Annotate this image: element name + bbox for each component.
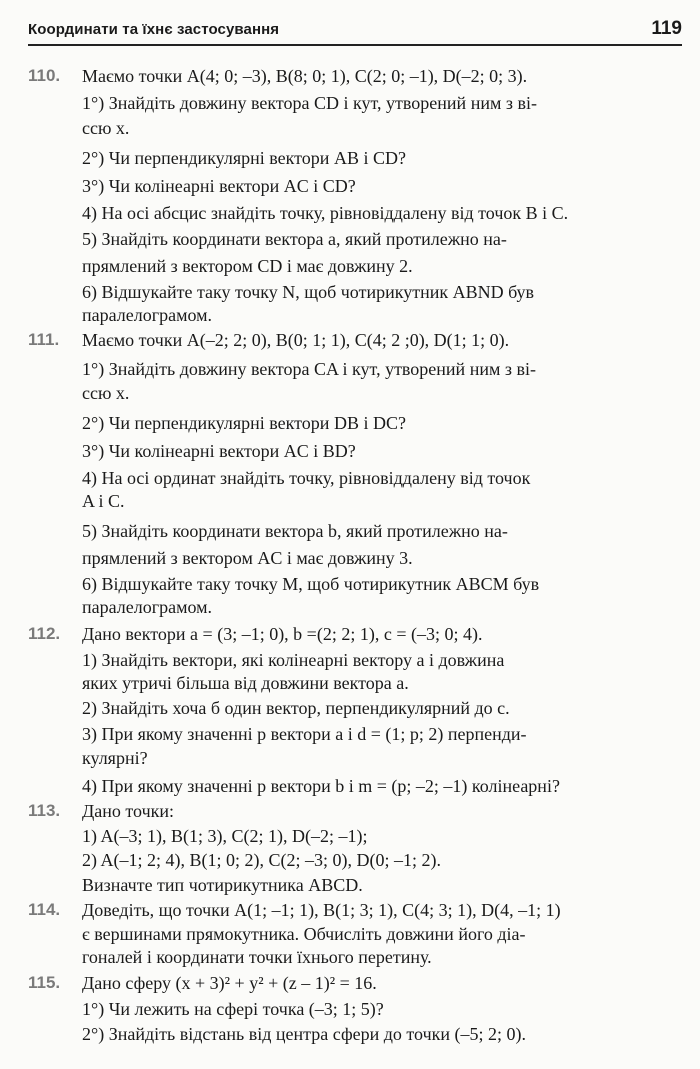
problem-112-line: 4) При якому значенні p вектори b і m = (p; –2; –1) колінеарні? — [82, 776, 560, 796]
problem-112-line: 2) Знайдіть хоча б один вектор, перпендикулярний до c. — [82, 698, 510, 718]
problem-114-line: є вершинами прямокутника. Обчисліть довжини його діа- — [82, 924, 526, 944]
problem-113-line: Визначте тип чотирикутника ABCD. — [82, 875, 363, 895]
problem-110-number: 110. — [28, 66, 61, 85]
problem-110-line: прямлений з вектором CD і має довжину 2. — [82, 256, 413, 276]
problem-112-line: яких утричі більша від довжини вектора a. — [82, 673, 409, 693]
problem-110-line: 2°) Чи перпендикулярні вектори AB і CD? — [82, 148, 406, 168]
problem-110-line: 5) Знайдіть координати вектора a, який протилежно на- — [82, 229, 507, 249]
problem-114-line: Доведіть, що точки A(1; –1; 1), B(1; 3; 1), C(4; 3; 1), D(4, –1; 1) — [82, 900, 561, 920]
problem-111-line: 4) На осі ординат знайдіть точку, рівновіддалену від точок — [82, 468, 531, 488]
problem-113-line: 2) A(–1; 2; 4), B(1; 0; 2), C(2; –3; 0), D(0; –1; 2). — [82, 850, 441, 870]
problem-111-line: 3°) Чи колінеарні вектори AC і BD? — [82, 441, 356, 461]
problem-111-line: 5) Знайдіть координати вектора b, який протилежно на- — [82, 521, 508, 541]
running-title: Координати та їхнє застосування — [28, 21, 280, 38]
problem-112-line: 3) При якому значенні p вектори a і d = (1; p; 2) перпенди- — [82, 724, 527, 744]
problem-110-line: 4) На осі абсцис знайдіть точку, рівновіддалену від точок B і C. — [82, 203, 569, 223]
problem-115-number: 115. — [28, 973, 61, 992]
problem-110-line: 1°) Знайдіть довжину вектора CD і кут, утворений ним з ві- — [82, 93, 537, 113]
problem-115-line: 1°) Чи лежить на сфері точка (–3; 1; 5)? — [82, 999, 384, 1019]
problem-110-line: Маємо точки A(4; 0; –3), B(8; 0; 1), C(2; 0; –1), D(–2; 0; 3). — [82, 66, 528, 86]
problem-111-line: 6) Відшукайте таку точку M, щоб чотирикутник ABCM був — [82, 574, 540, 594]
page-number: 119 — [651, 18, 682, 39]
problem-113-line: Дано точки: — [82, 801, 174, 821]
problem-113-line: 1) A(–3; 1), B(1; 3), C(2; 1), D(–2; –1); — [82, 826, 368, 846]
page-header — [28, 18, 682, 46]
problem-112-line: кулярні? — [82, 748, 148, 768]
problem-111-line: A і C. — [82, 491, 125, 511]
problem-113-number: 113. — [28, 801, 61, 820]
problem-110-line: паралелограмом. — [82, 305, 213, 325]
problem-115-line: 2°) Знайдіть відстань від центра сфери до точки (–5; 2; 0). — [82, 1024, 526, 1044]
problem-110-line: 3°) Чи колінеарні вектори AC і CD? — [82, 176, 356, 196]
problem-110-line: 6) Відшукайте таку точку N, щоб чотирикутник ABND був — [82, 282, 535, 302]
problem-111-line: 2°) Чи перпендикулярні вектори DB і DC? — [82, 413, 406, 433]
problem-111-line: прямлений з вектором AC і має довжину 3. — [82, 548, 413, 568]
problem-112-number: 112. — [28, 624, 61, 643]
problem-111-line: Маємо точки A(–2; 2; 0), B(0; 1; 1), C(4; 2 ;0), D(1; 1; 0). — [82, 330, 510, 350]
problem-111-line: ссю x. — [82, 383, 130, 403]
problem-111-number: 111. — [28, 330, 60, 349]
problem-111-line: 1°) Знайдіть довжину вектора CA і кут, утворений ним з ві- — [82, 359, 536, 379]
problem-114-line: гоналей і координати точки їхнього перетину. — [82, 947, 432, 967]
problem-114-number: 114. — [28, 900, 61, 919]
problem-112-line: Дано вектори a = (3; –1; 0), b =(2; 2; 1), c = (–3; 0; 4). — [82, 624, 483, 644]
problem-111-line: паралелограмом. — [82, 597, 213, 617]
problem-112-line: 1) Знайдіть вектори, які колінеарні вектору a і довжина — [82, 650, 505, 670]
problem-115-line: Дано сферу (x + 3)² + y² + (z – 1)² = 16. — [82, 973, 377, 993]
problem-110-line: ссю x. — [82, 118, 130, 138]
